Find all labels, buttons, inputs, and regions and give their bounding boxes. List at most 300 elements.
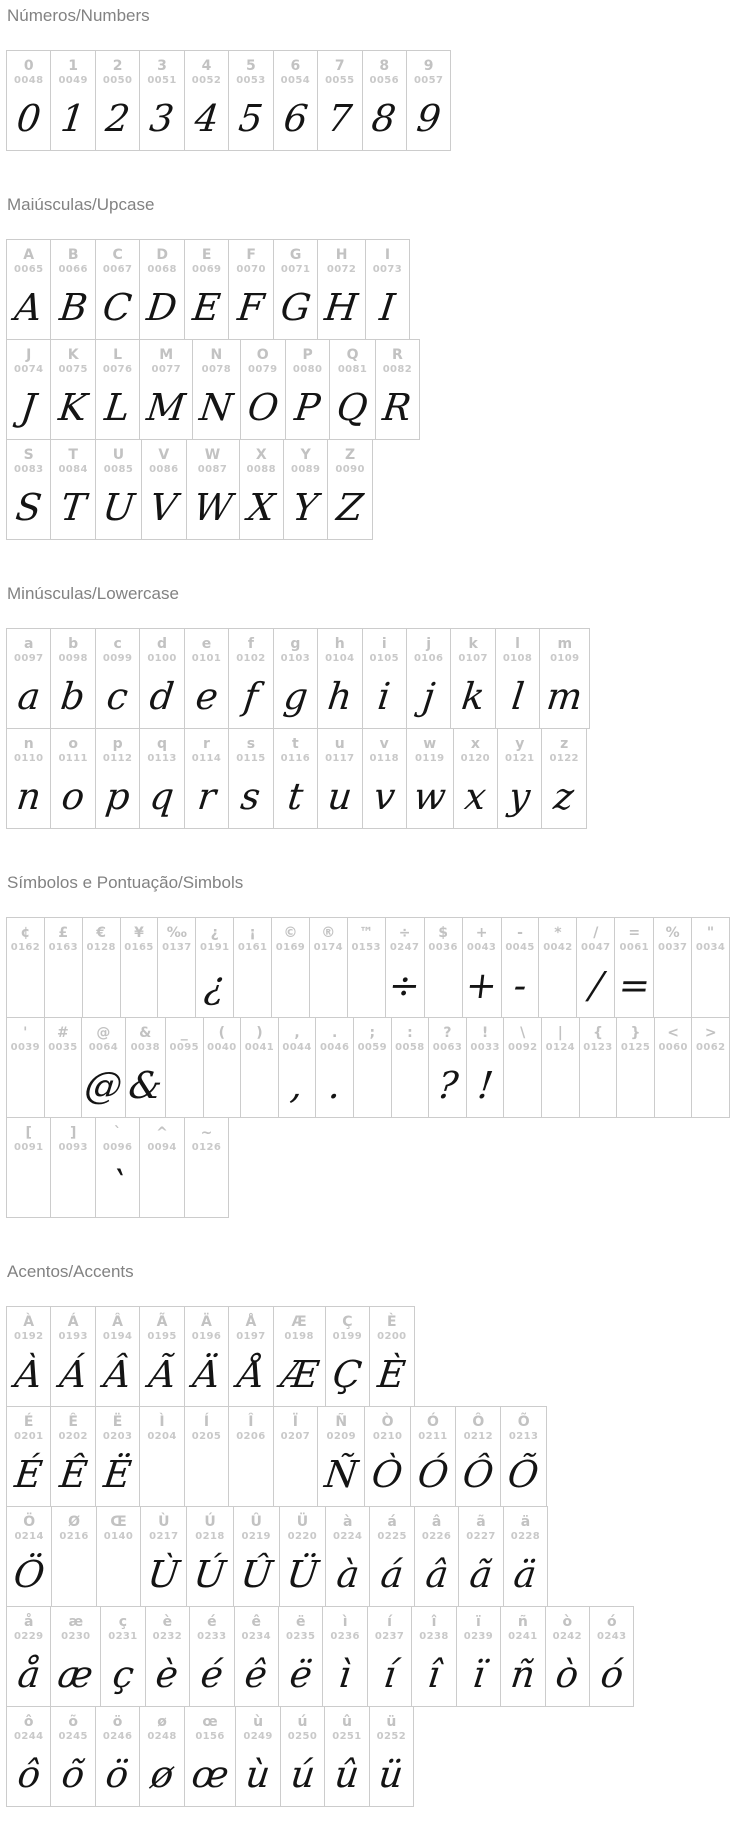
unicode-code: 0117: [325, 753, 355, 764]
character-label: £: [58, 925, 69, 941]
character-label: =: [628, 925, 641, 941]
unicode-code: 0050: [102, 75, 133, 86]
character-label: ': [23, 1025, 28, 1041]
glyph-cell: [203, 1017, 242, 1118]
character-label: ~: [200, 1125, 213, 1141]
unicode-code: 0055: [325, 75, 355, 86]
glyph-cell: [234, 1606, 279, 1707]
glyph-cell: [375, 339, 420, 440]
glyph-cell: [283, 439, 328, 540]
character-label: ö: [112, 1714, 123, 1730]
glyph-row: [6, 1706, 730, 1807]
unicode-code: 0081: [337, 364, 368, 375]
glyph-preview: Ú: [191, 1553, 229, 1596]
glyph-cell: [503, 1017, 542, 1118]
glyph-preview: [247, 1443, 255, 1506]
glyph-preview: ?: [434, 1064, 461, 1107]
unicode-code: 0056: [369, 75, 399, 86]
glyph-cell: [367, 1606, 412, 1707]
character-label: f: [247, 636, 254, 652]
glyph-preview: 2: [103, 97, 132, 140]
unicode-code: 0067: [102, 264, 133, 275]
glyph-preview: ï: [469, 1653, 487, 1696]
unicode-code: 0125: [620, 1042, 651, 1053]
glyph-cell: [195, 917, 234, 1018]
unicode-code: 0195: [147, 1331, 177, 1342]
character-label: #: [57, 1025, 69, 1041]
glyph-cell: [51, 1506, 96, 1607]
glyph-cell: [95, 50, 140, 151]
glyph-preview: 8: [369, 97, 399, 140]
unicode-code: 0199: [332, 1331, 363, 1342]
glyph-row: [6, 1406, 730, 1507]
glyph-preview: f: [241, 675, 261, 718]
glyph-table-upcase: [6, 239, 730, 540]
glyph-preview: [70, 1543, 78, 1606]
character-label: h: [334, 636, 345, 652]
unicode-code: 0116: [280, 753, 311, 764]
unicode-code: 0064: [88, 1042, 119, 1053]
glyph-preview: [554, 954, 562, 1017]
character-label: P: [302, 347, 313, 363]
glyph-preview: î: [425, 1653, 443, 1696]
unicode-code: 0252: [376, 1731, 407, 1742]
glyph-cell: [456, 1606, 501, 1707]
unicode-code: 0111: [58, 753, 88, 764]
glyph-cell: [95, 1117, 140, 1218]
character-label: 7: [334, 58, 345, 74]
glyph-cell: [539, 628, 590, 729]
glyph-cell: [139, 50, 184, 151]
unicode-code: 0233: [197, 1631, 227, 1642]
glyph-cell: [273, 1406, 318, 1507]
glyph-preview: [97, 954, 105, 1017]
unicode-code: 0218: [195, 1531, 225, 1542]
glyph-preview: s: [238, 775, 264, 818]
glyph-cell: [50, 1706, 95, 1807]
unicode-code: 0104: [325, 653, 355, 664]
unicode-code: 0087: [197, 464, 228, 475]
glyph-preview: /: [586, 964, 605, 1007]
unicode-code: 0066: [58, 264, 88, 275]
glyph-preview: o: [59, 775, 87, 818]
character-label: á: [387, 1514, 397, 1530]
character-label: [: [25, 1125, 32, 1141]
glyph-cell: [497, 728, 542, 829]
character-label: ê: [251, 1614, 261, 1630]
unicode-code: 0058: [395, 1042, 425, 1053]
unicode-code: 0206: [236, 1431, 266, 1442]
character-label: j: [426, 636, 432, 652]
glyph-cell: [95, 1306, 140, 1407]
glyph-preview: a: [15, 675, 43, 718]
unicode-code: 0169: [275, 942, 306, 953]
character-label: î: [431, 1614, 437, 1630]
glyph-preview: P: [292, 386, 323, 429]
glyph-row: [6, 50, 730, 151]
glyph-preview: m: [544, 675, 585, 718]
character-label: Ã: [156, 1314, 168, 1330]
glyph-cell: [184, 1117, 229, 1218]
character-label: Ñ: [335, 1414, 348, 1430]
unicode-code: 0122: [549, 753, 579, 764]
unicode-code: 0076: [102, 364, 133, 375]
character-label: A: [23, 247, 35, 263]
unicode-code: 0119: [415, 753, 445, 764]
glyph-preview: x: [462, 775, 489, 818]
character-label: W: [204, 447, 221, 463]
character-label: Ê: [68, 1414, 78, 1430]
glyph-preview: Q: [334, 386, 371, 429]
glyph-preview: ö: [103, 1753, 132, 1796]
glyph-cell: [228, 239, 273, 340]
glyph-cell: [317, 728, 362, 829]
glyph-preview: B: [56, 286, 90, 329]
character-label: @: [96, 1025, 111, 1041]
glyph-cell: [50, 239, 95, 340]
unicode-code: 0110: [14, 753, 44, 764]
unicode-code: 0236: [330, 1631, 360, 1642]
character-label: Í: [203, 1414, 210, 1430]
character-label: ã: [476, 1514, 486, 1530]
glyph-row: [6, 239, 730, 340]
glyph-preview: [324, 954, 332, 1017]
character-label: ú: [297, 1714, 308, 1730]
glyph-cell: [157, 917, 196, 1018]
glyph-cell: [6, 628, 51, 729]
unicode-code: 0035: [48, 1042, 78, 1053]
unicode-code: 0235: [285, 1631, 316, 1642]
glyph-preview: &: [126, 1064, 165, 1107]
glyph-cell: [192, 339, 240, 440]
glyph-cell: [362, 728, 407, 829]
glyph-preview: [203, 1154, 211, 1217]
unicode-code: 0059: [357, 1042, 387, 1053]
unicode-code: 0099: [102, 653, 133, 664]
glyph-preview: Å: [234, 1353, 267, 1396]
glyph-preview: ù: [243, 1753, 273, 1796]
glyph-preview: [406, 1054, 414, 1117]
glyph-cell: [325, 1306, 370, 1407]
glyph-preview: à: [334, 1553, 362, 1596]
section-title-accents: Acentos/Accents: [7, 1262, 134, 1281]
unicode-code: 0088: [246, 464, 276, 475]
glyph-cell: [545, 1606, 590, 1707]
glyph-cell: [406, 628, 451, 729]
glyph-preview: i: [375, 675, 393, 718]
character-label: æ: [68, 1614, 84, 1630]
glyph-cell: [235, 1706, 280, 1807]
character-label: $: [438, 925, 448, 941]
unicode-code: 0062: [696, 1042, 726, 1053]
glyph-preview: X: [245, 486, 278, 529]
glyph-preview: Ô: [460, 1453, 497, 1496]
glyph-preview: d: [147, 675, 177, 718]
glyph-preview: ø: [148, 1753, 176, 1796]
glyph-cell: [654, 1017, 693, 1118]
unicode-code: 0200: [377, 1331, 407, 1342]
glyph-cell: [6, 239, 51, 340]
glyph-preview: Á: [57, 1353, 90, 1396]
character-label: c: [113, 636, 122, 652]
unicode-code: 0220: [287, 1531, 318, 1542]
glyph-cell: [365, 239, 410, 340]
character-label: i: [381, 636, 387, 652]
glyph-preview: [59, 1054, 67, 1117]
character-label: y: [515, 736, 525, 752]
glyph-preview: ¿: [202, 964, 228, 1007]
glyph-cell: [6, 1406, 51, 1507]
character-label: X: [255, 447, 267, 463]
glyph-cell: [95, 1406, 140, 1507]
unicode-code: 0074: [14, 364, 44, 375]
character-label: }: [630, 1025, 641, 1041]
unicode-code: 0102: [236, 653, 266, 664]
glyph-cell: [353, 1017, 392, 1118]
character-label: e: [201, 636, 212, 652]
character-label: Ô: [472, 1414, 485, 1430]
glyph-cell: [95, 628, 140, 729]
glyph-cell: [95, 1706, 140, 1807]
glyph-preview: J: [18, 386, 39, 429]
glyph-preview: 0: [14, 97, 44, 140]
unicode-code: 0038: [130, 1042, 160, 1053]
unicode-code: 0140: [103, 1531, 134, 1542]
glyph-preview: Ñ: [322, 1453, 361, 1496]
glyph-cell: [322, 1606, 367, 1707]
unicode-code: 0070: [236, 264, 266, 275]
glyph-preview: ,: [288, 1064, 306, 1107]
glyph-row: [6, 917, 730, 1018]
glyph-cell: [189, 1606, 234, 1707]
character-label: <: [667, 1025, 680, 1041]
glyph-cell: [6, 1506, 52, 1607]
character-label: Ë: [112, 1414, 123, 1430]
glyph-preview: U: [100, 486, 137, 529]
glyph-preview: K: [56, 386, 90, 429]
glyph-preview: Ç: [330, 1353, 365, 1396]
glyph-cell: [240, 1017, 279, 1118]
glyph-preview: [218, 1054, 226, 1117]
glyph-cell: [273, 1306, 326, 1407]
glyph-row: [6, 1017, 730, 1118]
glyph-cell: [325, 1506, 370, 1607]
glyph-cell: [576, 917, 615, 1018]
glyph-cell: [653, 917, 692, 1018]
glyph-cell: [95, 239, 140, 340]
unicode-code: 0241: [508, 1631, 538, 1642]
unicode-code: 0193: [58, 1331, 88, 1342]
glyph-cell: [228, 1306, 273, 1407]
glyph-preview: ò: [553, 1653, 582, 1696]
glyph-cell: [96, 1506, 141, 1607]
glyph-preview: í: [381, 1653, 399, 1696]
glyph-preview: ó: [597, 1653, 626, 1696]
character-label: Â: [112, 1314, 124, 1330]
glyph-preview: Ò: [369, 1453, 406, 1496]
character-label: U: [112, 447, 125, 463]
glyph-preview: ç: [109, 1653, 136, 1696]
glyph-preview: [158, 1154, 166, 1217]
glyph-preview: `: [105, 1164, 130, 1207]
unicode-code: 0047: [581, 942, 611, 953]
unicode-code: 0054: [280, 75, 311, 86]
character-label: :: [407, 1025, 413, 1041]
unicode-code: 0097: [14, 653, 44, 664]
character-label: 8: [379, 58, 390, 74]
character-label: R: [392, 347, 403, 363]
glyph-cell: [369, 1506, 414, 1607]
section-title-numbers: Números/Numbers: [7, 6, 150, 25]
unicode-code: 0046: [319, 1042, 350, 1053]
character-label: a: [23, 636, 34, 652]
character-label: Ø: [68, 1514, 81, 1530]
unicode-code: 0204: [147, 1431, 177, 1442]
character-label: Å: [245, 1314, 257, 1330]
character-label: >: [704, 1025, 717, 1041]
glyph-cell: [309, 917, 348, 1018]
unicode-code: 0205: [191, 1431, 222, 1442]
glyph-cell: [184, 50, 229, 151]
character-label: à: [342, 1514, 353, 1530]
glyph-preview: M: [144, 386, 188, 429]
character-label: ^: [156, 1125, 168, 1141]
unicode-code: 0174: [313, 942, 344, 953]
unicode-code: 0229: [14, 1631, 44, 1642]
glyph-preview: [180, 1054, 188, 1117]
glyph-cell: [6, 1606, 51, 1707]
glyph-cell: [139, 1706, 184, 1807]
glyph-cell: [186, 1506, 233, 1607]
glyph-preview: [291, 1443, 299, 1506]
character-label: ¥: [134, 925, 144, 941]
glyph-preview: [256, 1054, 264, 1117]
unicode-code: 0051: [147, 75, 177, 86]
glyph-preview: 1: [58, 97, 88, 140]
glyph-preview: À: [12, 1353, 45, 1396]
unicode-code: 0207: [280, 1431, 311, 1442]
glyph-preview: å: [15, 1653, 43, 1696]
glyph-preview: [707, 1054, 715, 1117]
character-label: Û: [250, 1514, 262, 1530]
unicode-code: 0039: [10, 1042, 41, 1053]
glyph-cell: [95, 339, 140, 440]
glyph-preview: y: [506, 775, 533, 818]
glyph-cell: [450, 628, 495, 729]
glyph-preview: œ: [189, 1753, 231, 1796]
unicode-code: 0237: [374, 1631, 405, 1642]
unicode-code: 0123: [583, 1042, 613, 1053]
character-label: 0: [23, 58, 34, 74]
glyph-preview: b: [58, 675, 88, 718]
unicode-code: 0040: [207, 1042, 237, 1053]
unicode-code: 0042: [543, 942, 573, 953]
glyph-preview: õ: [59, 1753, 87, 1796]
glyph-preview: [519, 1054, 527, 1117]
unicode-code: 0219: [241, 1531, 271, 1542]
unicode-code: 0109: [550, 653, 580, 664]
character-label: ò: [562, 1614, 573, 1630]
character-label: l: [515, 636, 520, 652]
glyph-cell: [240, 339, 286, 440]
glyph-cell: [44, 1017, 83, 1118]
glyph-row: [6, 1306, 730, 1407]
unicode-code: 0096: [102, 1142, 133, 1153]
character-label: o: [68, 736, 78, 752]
character-label: T: [68, 447, 78, 463]
character-label: ï: [476, 1614, 481, 1630]
character-label: b: [68, 636, 79, 652]
unicode-code: 0226: [421, 1531, 452, 1542]
glyph-cell: [616, 1017, 655, 1118]
character-label: ü: [386, 1714, 397, 1730]
character-label: -: [517, 925, 523, 941]
unicode-code: 0156: [195, 1731, 225, 1742]
unicode-code: 0121: [505, 753, 535, 764]
character-label: I: [384, 247, 391, 263]
character-label: !: [481, 1025, 489, 1041]
glyph-preview: j: [420, 675, 438, 718]
glyph-preview: Ü: [284, 1553, 321, 1596]
unicode-code: 0202: [58, 1431, 88, 1442]
glyph-cell: [317, 1406, 365, 1507]
glyph-cell: [279, 1506, 326, 1607]
character-label: Ì: [159, 1414, 165, 1430]
glyph-cell: [184, 1406, 229, 1507]
character-label: È: [387, 1314, 397, 1330]
character-label: ä: [520, 1514, 531, 1530]
glyph-preview: t: [285, 775, 306, 818]
character-label: é: [207, 1614, 217, 1630]
unicode-code: 0192: [14, 1331, 44, 1342]
character-label: ?: [443, 1025, 452, 1041]
glyph-cell: [81, 1017, 125, 1118]
glyph-row: [6, 628, 730, 729]
glyph-cell: [453, 728, 498, 829]
glyph-preview: ñ: [508, 1653, 538, 1696]
character-label: ): [256, 1025, 263, 1041]
glyph-preview: [158, 1443, 166, 1506]
unicode-code: 0063: [432, 1042, 463, 1053]
character-label: å: [23, 1614, 34, 1630]
unicode-code: 0037: [657, 942, 688, 953]
unicode-code: 0033: [470, 1042, 500, 1053]
character-label: Z: [345, 447, 356, 463]
glyph-preview: E: [190, 286, 223, 329]
glyph-preview: [203, 1443, 211, 1506]
glyph-preview: l: [508, 675, 527, 718]
character-label: ‰: [166, 925, 187, 941]
unicode-code: 0072: [326, 264, 357, 275]
glyph-preview: T: [58, 486, 89, 529]
character-label: Á: [67, 1314, 79, 1330]
unicode-code: 0041: [244, 1042, 275, 1053]
character-label: è: [162, 1614, 173, 1630]
character-label: Y: [300, 447, 311, 463]
glyph-cell: [6, 1706, 51, 1807]
unicode-code: 0227: [466, 1531, 496, 1542]
unicode-code: 0165: [124, 942, 154, 953]
glyph-preview: Õ: [505, 1453, 542, 1496]
glyph-preview: N: [197, 386, 236, 429]
glyph-preview: [69, 1154, 77, 1217]
character-label: p: [112, 736, 123, 752]
glyph-preview: û: [332, 1753, 362, 1796]
glyph-preview: ì: [336, 1653, 354, 1696]
character-label: Ó: [427, 1414, 439, 1430]
glyph-preview: [59, 954, 67, 1017]
character-label: H: [335, 247, 348, 263]
